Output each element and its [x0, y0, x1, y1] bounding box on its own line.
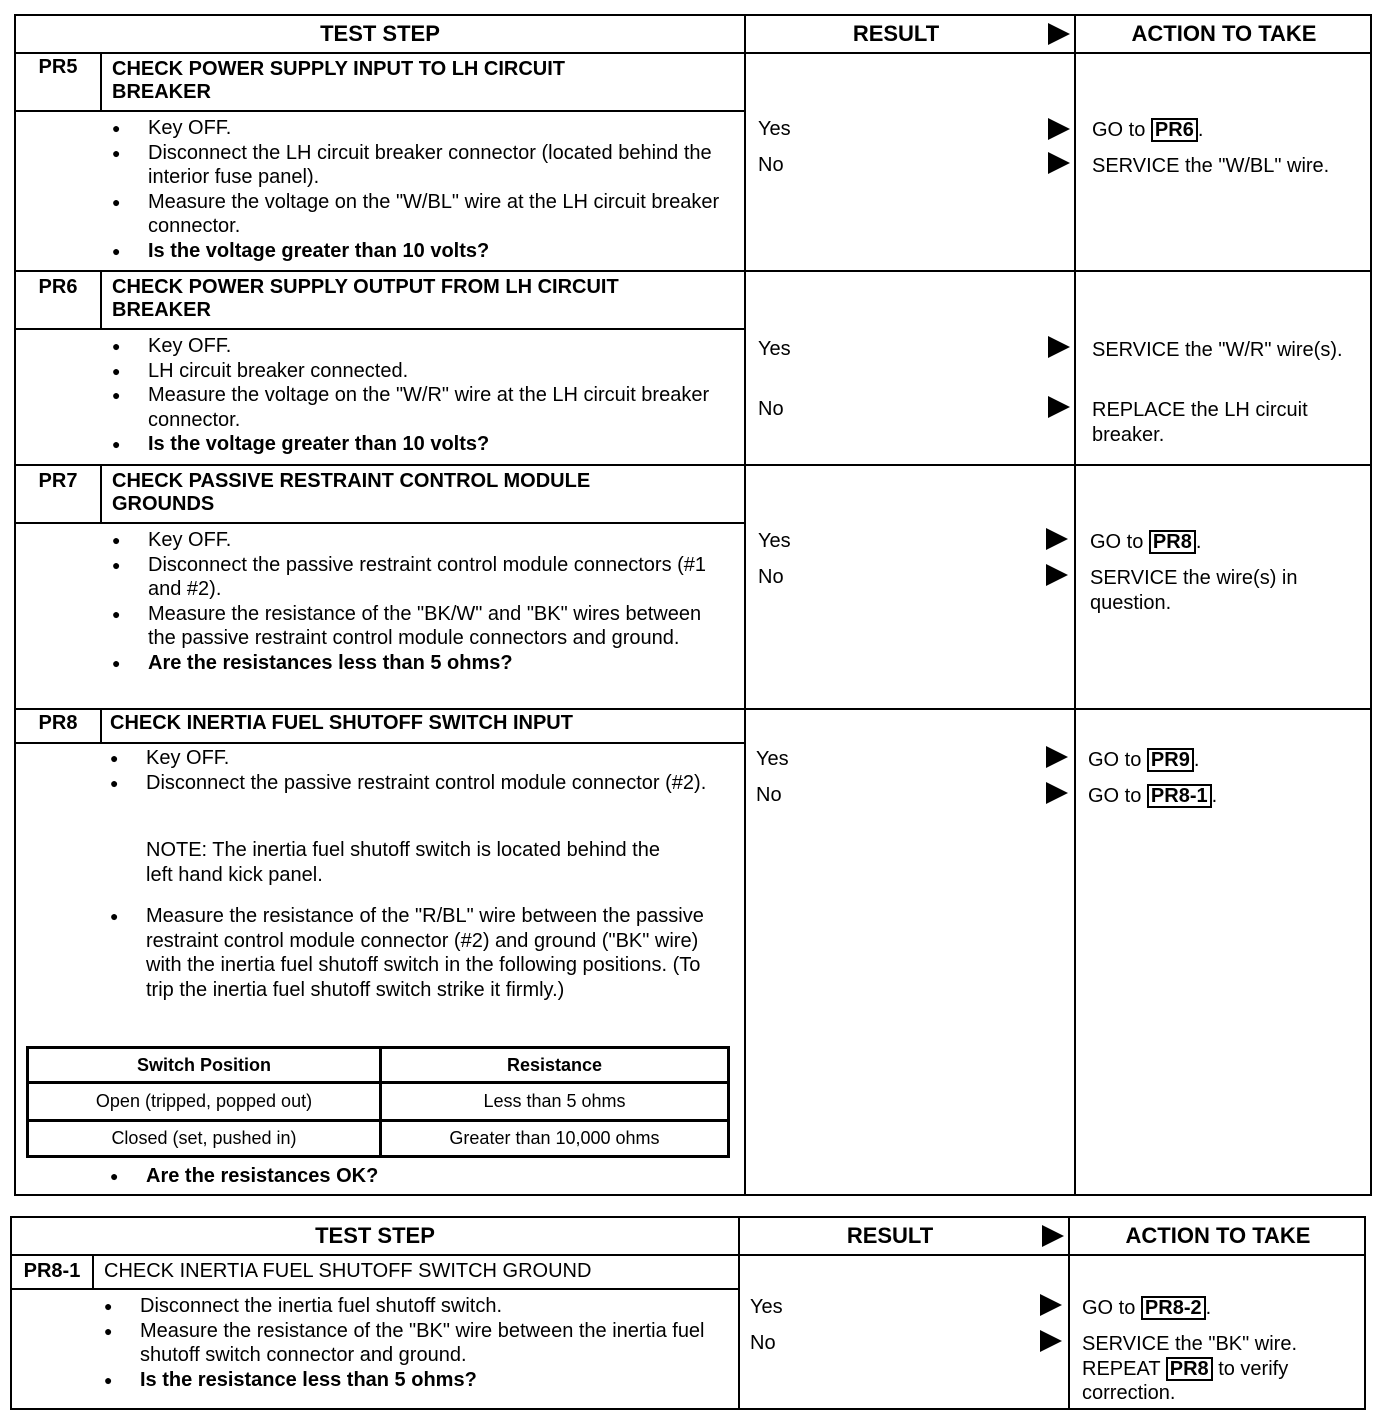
- step-id: PR5: [38, 56, 78, 78]
- instruction-question: ● Are the resistances less than 5 ohms?: [112, 651, 732, 676]
- action-text: GO to: [1082, 1297, 1141, 1319]
- action-repeat: [1082, 1357, 1358, 1406]
- step-note: NOTE: The inertia fuel shutoff switch is located behind the left hand kick panel.: [146, 839, 660, 886]
- header-arrow-icon: [1048, 23, 1070, 45]
- title-divider: [16, 742, 744, 744]
- column-divider: [744, 16, 746, 1194]
- step-instructions: [112, 528, 732, 675]
- column-divider: [1074, 16, 1076, 1194]
- action-yes: [1092, 118, 1362, 143]
- result-yes: Yes: [750, 1296, 783, 1318]
- id-divider: [100, 466, 102, 522]
- instruction-item: ● Disconnect the passive restraint control module connectors (#1 and #2).: [112, 553, 732, 602]
- step-reference-link[interactable]: PR8-2: [1141, 1296, 1206, 1320]
- row-divider: [16, 708, 1372, 710]
- diagnostic-table-1: [14, 14, 1372, 1196]
- header-action: ACTION TO TAKE: [1131, 21, 1317, 46]
- instruction-question: ● Are the resistances OK?: [110, 1164, 732, 1189]
- result-no: No: [750, 1332, 776, 1354]
- step-instructions: [104, 1294, 724, 1392]
- action-no: [1088, 784, 1358, 809]
- instruction-item: ● Key OFF.: [112, 528, 732, 553]
- header-action: ACTION TO TAKE: [1125, 1223, 1311, 1248]
- action-text: SERVICE the "BK" wire.: [1082, 1333, 1298, 1355]
- step-title: [112, 276, 732, 322]
- instruction-item: ● Disconnect the LH circuit breaker connector (located behind the interior fuse panel).: [112, 141, 732, 190]
- subtable-header: Resistance: [506, 1054, 603, 1075]
- step-id: PR6: [38, 276, 78, 298]
- header-test-step: TEST STEP: [320, 21, 440, 46]
- title-divider: [16, 328, 744, 330]
- instruction-item: ● Key OFF.: [112, 334, 732, 359]
- instruction-item: ● Measure the voltage on the "W/BL" wire at the LH circuit breaker connector.: [112, 190, 732, 239]
- step-title: [112, 58, 732, 104]
- result-yes: Yes: [758, 118, 791, 140]
- result-arrow-icon: [1046, 782, 1068, 804]
- result-no: No: [758, 398, 784, 420]
- step-title: [112, 470, 732, 516]
- instruction-item: ● Disconnect the inertia fuel shutoff switch.: [104, 1294, 724, 1319]
- instruction-item: ● Measure the resistance of the "BK/W" and "BK" wires between the passive restraint control module connectors and ground.: [112, 602, 732, 651]
- result-yes: Yes: [758, 530, 791, 552]
- subtable-cell: Less than 5 ohms: [483, 1091, 626, 1111]
- title-line: CHECK PASSIVE RESTRAINT CONTROL MODULE: [112, 470, 591, 492]
- title-divider: [12, 1288, 738, 1290]
- row-divider: [16, 464, 1372, 466]
- result-yes: Yes: [758, 338, 791, 360]
- step-instructions: [110, 746, 732, 795]
- header-divider: [12, 1254, 1366, 1256]
- id-divider: [100, 272, 102, 328]
- action-no: SERVICE the wire(s) in question.: [1090, 567, 1298, 614]
- instruction-item: ● Disconnect the passive restraint control module connector (#2).: [110, 771, 732, 796]
- step-id: PR8: [38, 712, 78, 734]
- step-instructions: [112, 334, 732, 457]
- header-result: RESULT: [852, 21, 940, 46]
- subtable-cell: Closed (set, pushed in): [111, 1128, 297, 1148]
- diagnostic-table-2: [10, 1216, 1366, 1410]
- result-arrow-icon: [1048, 118, 1070, 140]
- result-arrow-icon: [1046, 564, 1068, 586]
- action-text: REPEAT: [1082, 1357, 1166, 1380]
- action-text: .: [1193, 749, 1200, 771]
- title-line: CHECK POWER SUPPLY OUTPUT FROM LH CIRCUIT: [112, 276, 619, 298]
- instruction-item: ● Measure the voltage on the "W/R" wire at the LH circuit breaker connector.: [112, 383, 732, 432]
- step-instructions: [110, 1164, 732, 1189]
- action-no: [1082, 1332, 1358, 1406]
- step-reference-link[interactable]: PR8: [1166, 1357, 1213, 1381]
- result-yes: Yes: [756, 748, 789, 770]
- subtable-cell: Open (tripped, popped out): [95, 1091, 313, 1111]
- subtable-header: Switch Position: [136, 1054, 271, 1075]
- title-line: GROUNDS: [112, 493, 215, 515]
- action-yes: [1082, 1296, 1358, 1321]
- step-id: PR8-1: [23, 1260, 81, 1282]
- instruction-item: ● Measure the resistance of the "R/BL" wire between the passive restraint control module connector (#2) and ground ("BK" wire) with the inertia fuel shutoff switch in the following positions. (To trip the inertia fuel shutoff switch strike it firmly.): [110, 904, 732, 1002]
- header-test-step: TEST STEP: [315, 1223, 435, 1248]
- step-reference-link[interactable]: PR9: [1147, 748, 1194, 772]
- action-text: .: [1205, 1297, 1212, 1319]
- action-text: GO to: [1088, 785, 1147, 807]
- action-no: REPLACE the LH circuit breaker.: [1092, 399, 1308, 446]
- title-divider: [16, 110, 744, 112]
- result-arrow-icon: [1040, 1294, 1062, 1316]
- action-text: GO to: [1090, 531, 1149, 553]
- action-text: .: [1195, 531, 1202, 553]
- id-divider: [100, 52, 102, 110]
- step-id: PR7: [38, 470, 78, 492]
- instruction-question: ● Is the resistance less than 5 ohms?: [104, 1368, 724, 1393]
- header-divider: [16, 52, 1372, 54]
- header-arrow-icon: [1042, 1225, 1064, 1247]
- result-arrow-icon: [1048, 152, 1070, 174]
- title-line: CHECK INERTIA FUEL SHUTOFF SWITCH INPUT: [110, 712, 573, 734]
- title-divider: [16, 522, 744, 524]
- result-arrow-icon: [1046, 528, 1068, 550]
- action-text: to verify correction.: [1082, 1357, 1289, 1404]
- result-arrow-icon: [1046, 746, 1068, 768]
- step-title: [110, 712, 730, 735]
- result-arrow-icon: [1048, 336, 1070, 358]
- id-divider: [100, 710, 102, 742]
- title-line: CHECK POWER SUPPLY INPUT TO LH CIRCUIT: [112, 58, 566, 80]
- header-result: RESULT: [846, 1223, 934, 1248]
- instruction-item: ● Key OFF.: [110, 746, 732, 771]
- instruction-item: ● LH circuit breaker connected.: [112, 359, 732, 384]
- result-no: No: [758, 566, 784, 588]
- result-arrow-icon: [1040, 1330, 1062, 1352]
- title-line: BREAKER: [112, 299, 211, 321]
- step-instructions: [112, 116, 732, 263]
- action-yes: [1090, 530, 1360, 555]
- action-text: .: [1197, 119, 1204, 141]
- result-no: No: [756, 784, 782, 806]
- step-instructions: [110, 904, 732, 1002]
- action-yes: SERVICE the "W/R" wire(s).: [1092, 339, 1343, 361]
- action-text: GO to: [1092, 119, 1151, 141]
- step-reference-link[interactable]: PR8: [1149, 530, 1196, 554]
- id-divider: [92, 1254, 94, 1288]
- action-no: SERVICE the "W/BL" wire.: [1092, 155, 1330, 177]
- instruction-item: ● Key OFF.: [112, 116, 732, 141]
- switch-resistance-table: [26, 1046, 730, 1158]
- result-arrow-icon: [1048, 396, 1070, 418]
- step-reference-link[interactable]: PR6: [1151, 118, 1198, 142]
- instruction-question: ● Is the voltage greater than 10 volts?: [112, 239, 732, 264]
- action-yes: [1088, 748, 1358, 773]
- action-text: .: [1211, 785, 1218, 807]
- step-reference-link[interactable]: PR8-1: [1147, 784, 1212, 808]
- row-divider: [16, 270, 1372, 272]
- step-title: CHECK INERTIA FUEL SHUTOFF SWITCH GROUND: [104, 1260, 592, 1282]
- action-text: GO to: [1088, 749, 1147, 771]
- result-no: No: [758, 154, 784, 176]
- instruction-item: ● Measure the resistance of the "BK" wire between the inertia fuel shutoff switch connector and ground.: [104, 1319, 724, 1368]
- instruction-question: ● Is the voltage greater than 10 volts?: [112, 432, 732, 457]
- title-line: BREAKER: [112, 81, 211, 103]
- subtable-cell: Greater than 10,000 ohms: [449, 1128, 660, 1148]
